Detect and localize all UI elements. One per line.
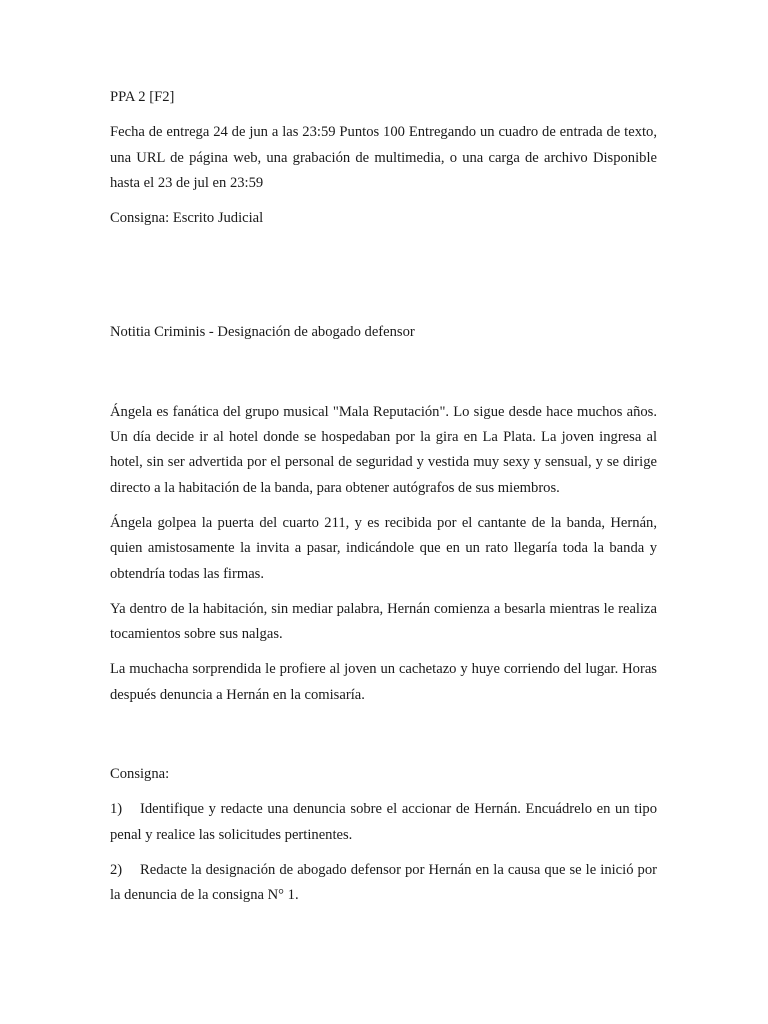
- consigna-label: Consigna:: [110, 766, 170, 783]
- case-title: Notitia Criminis - Designación de abogado defensor: [110, 324, 415, 341]
- spacer: [110, 718, 657, 762]
- spacer: [110, 241, 657, 320]
- case-paragraph-3: Ya dentro de la habitación, sin mediar palabra, Hernán comienza a besarla mientras le realiza tocamientos sobre sus nalgas.: [110, 600, 657, 643]
- item-text: Identifique y redacte una denuncia sobre el accionar de Hernán. Encuádrelo en un tipo penal y realice las solicitudes pertinentes.: [110, 801, 657, 843]
- delivery-info: Fecha de entrega 24 de jun a las 23:59 Puntos 100 Entregando un cuadro de entrada de texto, una URL de página web, una grabación de multimedia, o una carga de archivo Disponible hasta el 23 de jul en 23:59: [110, 124, 657, 191]
- spacer: [110, 356, 657, 400]
- case-paragraph-1: Ángela es fanática del grupo musical "Mala Reputación". Lo sigue desde hace muchos años. Un día decide ir al hotel donde se hospedaban por la gira en La Plata. La joven ingresa al hotel, sin ser advertida por el personal de seguridad y vestida muy sexy y sensual, y se dirige directo a la habitación de la banda, para obtener autógrafos de sus miembros.: [110, 403, 657, 496]
- item-text: Redacte la designación de abogado defensor por Hernán en la causa que se le inició por la denuncia de la consigna N° 1.: [110, 861, 657, 904]
- item-number: 2): [110, 861, 123, 878]
- item-number: 1): [110, 801, 123, 818]
- consigna-title: Consigna: Escrito Judicial: [110, 210, 264, 227]
- consigna-item-2: [110, 858, 657, 909]
- document-header: PPA 2 [F2]: [110, 89, 175, 105]
- document-page: [110, 85, 657, 919]
- case-paragraph-2: Ángela golpea la puerta del cuarto 211, y es recibida por el cantante de la banda, Hernán, quien amistosamente la invita a pasar, indicándole que en un rato llegaría toda la banda y obtendría todas las firmas.: [110, 514, 657, 582]
- case-paragraph-4: La muchacha sorprendida le profiere al joven un cachetazo y huye corriendo del lugar. Horas después denuncia a Hernán en la comisaría.: [110, 661, 657, 703]
- consigna-item-1: [110, 797, 657, 848]
